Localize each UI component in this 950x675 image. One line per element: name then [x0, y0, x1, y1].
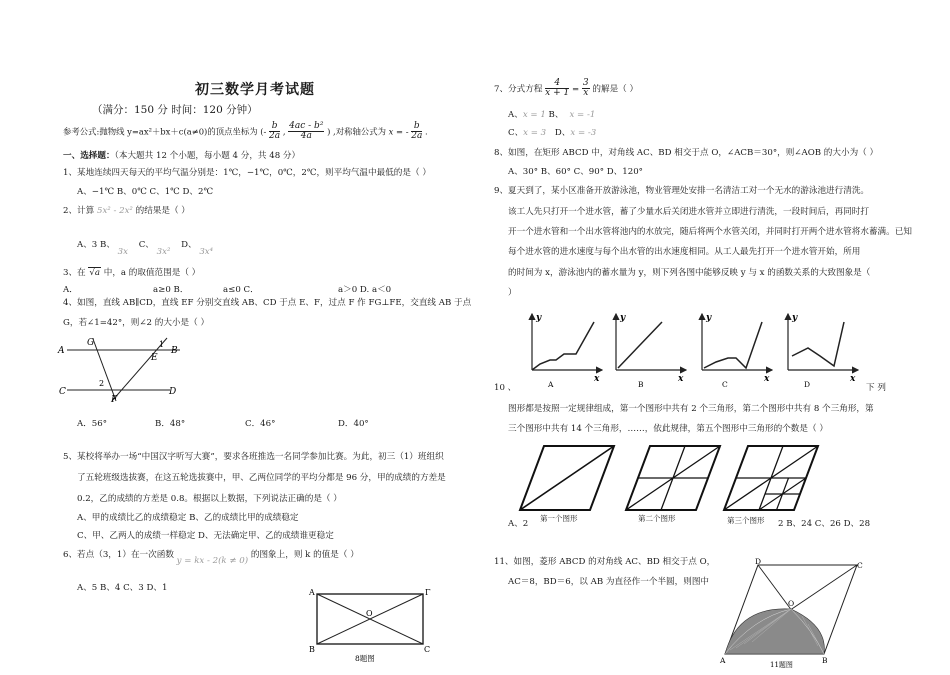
q3-option-c: a≤0 C． [223, 285, 259, 295]
axis-formula: x = - [388, 126, 409, 137]
fig8-label: C [424, 645, 431, 654]
page-title: 初三数学月考试题 [195, 82, 315, 98]
q8-stem: 8、如图，在矩形 ABCD 中，对角线 AC、BD 相交于点 O，∠ACB＝30°，则∠AOB 的大小为（ ） [494, 148, 879, 158]
q9-graph-label: C [722, 380, 728, 389]
q4-option-a: A．56° [77, 419, 108, 429]
reference-formula: 参考公式:抛物线 y=ax²＋bx＋c(a≠0)的顶点坐标为 (- $\frac{b}{2a}$ , $\frac{\text{4ac - b²}}{4a}$ ) ,对称轴公式为 x = - $\frac{b}{2a}$ . [63, 121, 428, 142]
q4-label: 1 [159, 340, 165, 349]
q6-stem: 6、若点（3，1）在一次函数 y = kx - 2(k ≠ 0) 的图象上，则 k 的值是（ ） [63, 550, 359, 566]
section-1-heading: 一、选择题：（本大题共 12 个小题，每小题 4 分，共 48 分） [63, 151, 301, 161]
q9-stem-line3: 开一个进水管和一个出水管将池内的水放完，随后将两个水管关闭，并同时打开两个进水管将水蓄满。已知 [508, 227, 912, 237]
fig8-label: A [309, 588, 315, 597]
q5-stem-line1: 5、某校将举办一场“中国汉字听写大赛”，要求各班推选一名同学参加比赛。为此，初三（1）班组织 [63, 452, 444, 462]
q7-options-row2: C、x = 3 D、x = -3 [508, 128, 597, 138]
q4-label: G [87, 338, 95, 348]
q10-stem-right: 下 列 [866, 383, 886, 393]
q10-caption-2: 第二个图形 [638, 514, 676, 523]
axis-label-y: y [706, 313, 712, 323]
q4-option-b: B．48° [155, 419, 186, 429]
q5-options-row1: A、甲的成绩比乙的成绩稳定 B、乙的成绩比甲的成绩稳定 [77, 513, 299, 523]
q10-option-a: A、2 [508, 519, 529, 529]
q9-graph-a [532, 313, 602, 389]
q5-stem-line2: 了五轮班级选拔赛，在这五轮选拔赛中，甲、乙两位同学的平均分都是 96 分，甲的成绩的方差是 [77, 473, 446, 483]
axis-fraction: $\frac{b}{2a}$ [411, 121, 423, 142]
fig8-caption: 8题图 [355, 654, 375, 663]
q1-stem: 1、某地连续四天每天的平均气温分别是：1℃，−1℃，0℃，2℃，则平均气温中最低的是（ ） [63, 168, 431, 178]
q10-number: 10 、 [494, 383, 517, 393]
q2-stem: 2、计算 5x² - 2x² 的结果是（ ） [63, 206, 190, 216]
q9-stem-line4: 每个进水管的进水速度与每个出水管的出水速度相同。从工人最先打开一个进水管开始，所用 [508, 247, 861, 257]
q9-stem-line6: ） [508, 288, 517, 298]
q9-graph-c [702, 313, 772, 389]
q7-lhs-fraction: $\frac{4}{x + 1}$ [545, 78, 570, 99]
formula-mid: ,对称轴公式为 [333, 126, 386, 137]
axis-label-x: x [764, 374, 770, 384]
fig8-label: B [309, 645, 315, 654]
axis-label-x: x [678, 374, 684, 384]
q2-options: A、3 B、 3x C、 3x² D、 3x⁴ [77, 240, 214, 257]
q4-label: E [151, 353, 158, 363]
q3-stem: 3、在 √a 中，a 的取值范围是（ ） [63, 268, 201, 278]
q9-graph-label: A [548, 380, 554, 389]
q4-stem-line2: G，若∠1=42°，则∠2 的大小是（ ） [63, 318, 210, 328]
q5-options-row2: C、甲、乙两人的成绩一样稳定 D、无法确定甲、乙的成绩谁更稳定 [77, 531, 334, 541]
q9-stem-line5: 的时间为 x，游泳池内的蓄水量为 y，则下列各图中能够反映 y 与 x 的函数关系的大致图象是（ [508, 268, 871, 278]
q11-stem-line2: AC＝8，BD＝6，以 AB 为直径作一个半圆，则图中 [508, 577, 710, 587]
q3-radical: √a [89, 268, 100, 278]
axis-label-x: x [594, 374, 600, 384]
q2-expression: 5x² - 2x² [96, 206, 133, 216]
figure-8 [305, 586, 435, 666]
q7-options-row1: A、x = 1 B、 x = -1 [508, 110, 596, 120]
q4-label: A [58, 346, 65, 356]
q4-label: F [111, 395, 118, 405]
fig8-label: Γ [425, 588, 431, 597]
axis-label-x: x [850, 374, 856, 384]
q4-figure [55, 334, 195, 406]
q9-graph-b [616, 313, 686, 389]
q10-caption-1: 第一个图形 [540, 514, 578, 523]
q3-option-b: a≥0 B． [153, 285, 189, 295]
vertex-y-fraction: $\frac{\text{4ac - b²}}{4a}$ [289, 121, 324, 142]
q10-options-rest: 2 B、24 C、26 D、28 [778, 519, 871, 529]
q10-stem-line2: 图形都是按照一定规律组成，第一个图形中共有 2 个三角形，第二个图形中共有 8 个三角形，第 [508, 404, 874, 414]
q9-graph-label: D [804, 380, 811, 389]
axis-label-y: y [536, 313, 542, 323]
q3-option-d: a＞0 D. a＜0 [338, 285, 392, 295]
q9-graphs [520, 308, 860, 393]
q4-label: 2 [99, 379, 105, 388]
q4-option-d: D．40° [338, 419, 369, 429]
q9-graph-d [788, 313, 858, 389]
fig8-label: O [366, 609, 373, 618]
q11-label: C [857, 561, 863, 570]
q3-option-a: A． [63, 285, 78, 295]
q4-option-c: C．46° [245, 419, 276, 429]
q10-figure-3 [724, 446, 818, 510]
axis-label-y: y [792, 313, 798, 323]
q9-stem-line1: 9、夏天到了，某小区准备开放游泳池，物业管理处安排一名清洁工对一个无水的游泳池进行清洗。 [494, 186, 870, 196]
q10-figure-1 [520, 446, 614, 510]
q11-label: D [755, 557, 762, 566]
axis-label-y: y [620, 313, 626, 323]
q6-expression: y = kx - 2(k ≠ 0) [176, 556, 249, 566]
vertex-x-fraction: $\frac{b}{2a}$ [269, 121, 281, 142]
q4-label: C [59, 387, 66, 397]
q8-options: A、30° B、60° C、90° D、120° [508, 167, 643, 177]
q4-stem-line1: 4、如图，直线 AB∥CD，直线 EF 分别交直线 AB、CD 于点 E、F，过点 F 作 FG⊥FE，交直线 AB 于点 [63, 298, 472, 308]
q5-stem-line3: 0.2，乙的成绩的方差是 0.8。根据以上数据，下列说法正确的是（ ） [77, 494, 342, 504]
q9-graph-label: B [638, 380, 644, 389]
formula-prefix: 参考公式:抛物线 y=ax²＋bx＋c(a≠0)的顶点坐标为 [63, 126, 258, 137]
q10-caption-3: 第三个图形 [727, 516, 765, 525]
q6-options: A、5 B、4 C、3 D、1 [77, 583, 168, 593]
q7-rhs-fraction: $\frac{3}{x}$ [582, 78, 589, 99]
q11-caption: 11题图 [770, 661, 793, 669]
page-subtitle: （满分：150 分 时间：120 分钟） [92, 104, 258, 116]
q9-stem-line2: 该工人先只打开一个进水管，蓄了少量水后关闭进水管并立即进行清洗，一段时间后，再同时打 [508, 207, 869, 217]
q11-label: B [822, 656, 828, 665]
q11-figure [718, 556, 870, 671]
q7-stem: 7、分式方程 $\frac{4}{x + 1}$ = $\frac{3}{x}$ 的解是（ ） [494, 78, 639, 99]
q4-label: D [169, 387, 177, 397]
q11-stem-line1: 11、如图，菱形 ABCD 的对角线 AC、BD 相交于点 O， [494, 557, 716, 567]
q10-figure-2 [626, 446, 720, 510]
q4-label: B [171, 346, 178, 356]
q10-stem-line3: 三个图形中共有 14 个三角形，……，依此规律，第五个图形中三角形的个数是（ ） [508, 424, 828, 434]
q11-label: A [720, 656, 726, 665]
q11-label: O [788, 599, 795, 608]
q1-options: A、−1℃ B、0℃ C、1℃ D、2℃ [77, 187, 214, 197]
